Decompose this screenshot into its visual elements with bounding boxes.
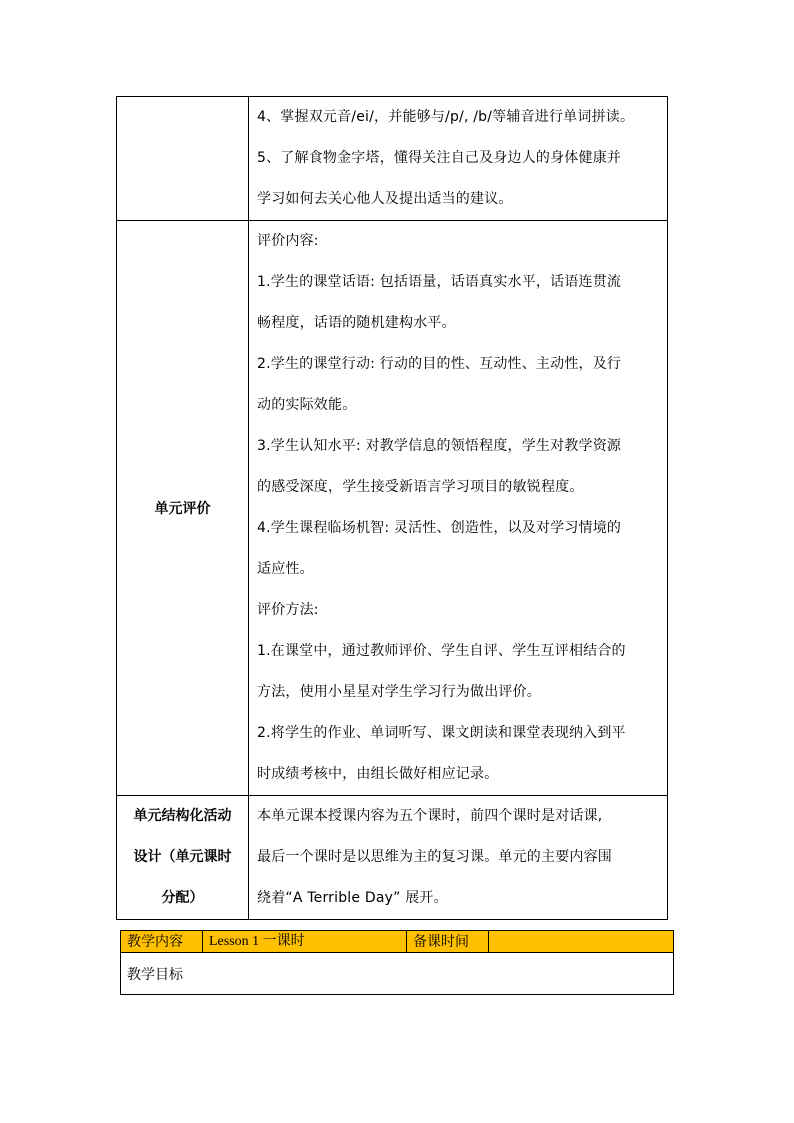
evaluation-line: 2.将学生的作业、单词听写、课文朗读和课堂表现纳入到平 — [257, 725, 626, 741]
evaluation-line: 3.学生认知水平: 对教学信息的领悟程度，学生对教学资源 — [257, 438, 622, 454]
structure-content-cell — [249, 796, 668, 920]
evaluation-content-cell — [249, 221, 668, 796]
objectives-row — [117, 97, 668, 221]
structure-line: 本单元课本授课内容为五个课时，前四个课时是对话课, — [257, 808, 603, 824]
evaluation-line: 2.学生的课堂行动: 行动的目的性、互动性、主动性，及行 — [257, 356, 622, 372]
structure-label-cell — [117, 796, 249, 920]
structure-label-line: 分配） — [161, 890, 204, 906]
lesson-header-row — [121, 931, 674, 953]
objective-line-5a: 5、了解食物金字塔，懂得关注自己及身边人的身体健康并 — [257, 150, 622, 166]
structure-label-line: 设计（单元课时 — [133, 849, 232, 865]
objective-line-5b: 学习如何去关心他人及提出适当的建议。 — [257, 191, 513, 207]
objectives-row — [121, 953, 674, 995]
structure-label-line: 单元结构化活动 — [133, 808, 232, 824]
content-label: 教学内容 — [121, 931, 203, 953]
prep-time-value[interactable] — [489, 931, 674, 953]
evaluation-line: 4.学生课程临场机智: 灵活性、创造性，以及对学习情境的 — [257, 520, 622, 536]
evaluation-line: 评价方法: — [257, 602, 319, 618]
evaluation-line: 1.学生的课堂话语: 包括语量，话语真实水平，话语连贯流 — [257, 274, 622, 290]
evaluation-line: 适应性。 — [257, 561, 314, 577]
evaluation-line: 1.在课堂中，通过教师评价、学生自评、学生互评相结合的 — [257, 643, 626, 659]
lesson-value: Lesson 1 一课时 — [203, 931, 407, 953]
evaluation-row — [117, 221, 668, 796]
evaluation-line: 的感受深度，学生接受新语言学习项目的敏锐程度。 — [257, 479, 584, 495]
objectives-label-cell — [117, 97, 249, 221]
unit-plan-table — [116, 96, 668, 920]
teaching-objectives-label: 教学目标 — [121, 953, 674, 995]
structure-line: 最后一个课时是以思维为主的复习课。单元的主要内容围 — [257, 849, 612, 865]
objectives-content-cell — [249, 97, 668, 221]
evaluation-line: 畅程度，话语的随机建构水平。 — [257, 315, 456, 331]
prep-time-label: 备课时间 — [407, 931, 489, 953]
evaluation-line: 动的实际效能。 — [257, 397, 357, 413]
objective-line-4: 4、掌握双元音/ei/，并能够与/p/, /b/等辅音进行单词拼读。 — [257, 109, 635, 125]
structure-row — [117, 796, 668, 920]
evaluation-line: 时成绩考核中，由组长做好相应记录。 — [257, 766, 499, 782]
structure-line: 绕着“A Terrible Day” 展开。 — [257, 890, 448, 906]
lesson-plan-table — [120, 930, 674, 995]
evaluation-label: 单元评价 — [117, 221, 249, 796]
evaluation-line: 评价内容: — [257, 233, 319, 249]
evaluation-line: 方法，使用小星星对学生学习行为做出评价。 — [257, 684, 541, 700]
